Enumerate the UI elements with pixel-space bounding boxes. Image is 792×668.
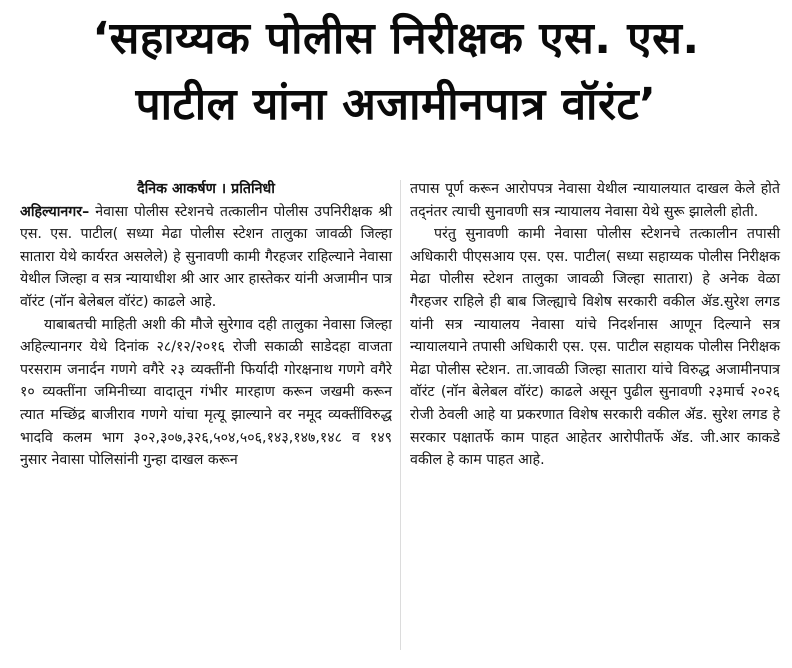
headline-line-2: पाटील यांना अजामीनपात्र वॉरंट’	[135, 79, 657, 130]
article-paragraph-1-text: नेवासा पोलीस स्टेशनचे तत्कालीन पोलीस उपनिरीक्षक श्री एस. एस. पाटील( सध्या मेढा पोलीस स्टेशन तालुका जावळी जिल्हा सातारा येथे कार्यरत असलेले) हे सुनावणी कामी गैरहजर राहिल्याने नेवासा येथील जिल्हा व सत्र न्यायाधीश श्री आर आर हास्तेकर यांनी अजामीन पात्र वॉरंट (नॉन बेलेबल वॉरंट) काढले आहे.	[20, 203, 392, 310]
article-paragraph-2: याबाबतची माहिती अशी की मौजे सुरेगाव दही तालुका नेवासा जिल्हा अहिल्यानगर येथे दिनांक २८/१२/२०१६ रोजी सकाळी साडेदहा वाजता परसराम जनार्दन गणगे वगैरे २३ व्यक्तींनी फिर्यादी गोरक्षनाथ गणगे वगैरे १० व्यक्तींना जमिनीच्या वादातून गंभीर मारहाण करून जखमी करून त्यात मच्छिंद्र बाजीराव गणगे यांचा मृत्यू झाल्याने वर नमूद व्यक्तींविरुद्ध भादवि कलम भाग ३०२,३०७,३२६,५०४,५०६,१४३,१४७,१४८ व १४९ नुसार नेवासा पोलिसांनी गुन्हा दाखल करून	[20, 316, 392, 469]
article-paragraph-4: परंतु सुनावणी कामी नेवासा पोलीस स्टेशनचे तत्कालीन तपासी अधिकारी पीएसआय एस. एस. पाटील( सध्या सहाय्यक पोलीस निरीक्षक मेढा पोलीस स्टेशन तालुका जावळी जिल्हा सातारा) हे अनेक वेळा गैरहजर राहिले ही बाब जिल्ह्याचे विशेष सरकारी वकील ॲड.सुरेश लगड यांनी सत्र न्यायालय नेवासा यांचे निदर्शनास आणून दिल्याने सत्र न्यायालयाने तपासी अधिकारी एस. एस. पाटील सहायक पोलीस निरीक्षक मेढा पोलीस स्टेशन. ता.जावळी जिल्हा सातारा यांचे विरुद्ध अजामीनपात्र वॉरंट (नॉन बेलेबल वॉरंट) काढले असून पुढील सुनावणी २३मार्च २०२६ रोजी ठेवली आहे या प्रकरणात विशेष सरकारी वकील ॲड. सुरेश लगड हे सरकार पक्षातर्फे काम पाहत आहेतर आरोपीतर्फे ॲड. जी.आर काकडे वकील हे काम पाहत आहे.	[410, 226, 780, 469]
article-column-right	[410, 178, 780, 472]
column-divider	[400, 180, 401, 650]
dateline: अहिल्यानगर–	[20, 203, 90, 220]
headline	[8, 6, 784, 138]
byline: दैनिक आकर्षण । प्रतिनिधी	[137, 181, 275, 197]
article-column-left	[20, 178, 392, 472]
article-paragraph-1	[20, 201, 392, 314]
headline-line-1: ‘सहाय्यक पोलीस निरीक्षक एस. एस.	[92, 13, 700, 64]
article-paragraph-3: तपास पूर्ण करून आरोपपत्र नेवासा येथील न्यायालयात दाखल केले होते तद्नंतर त्याची सुनावणी सत्र न्यायालय नेवासा येथे सुरू झालेली होती.	[410, 181, 780, 220]
